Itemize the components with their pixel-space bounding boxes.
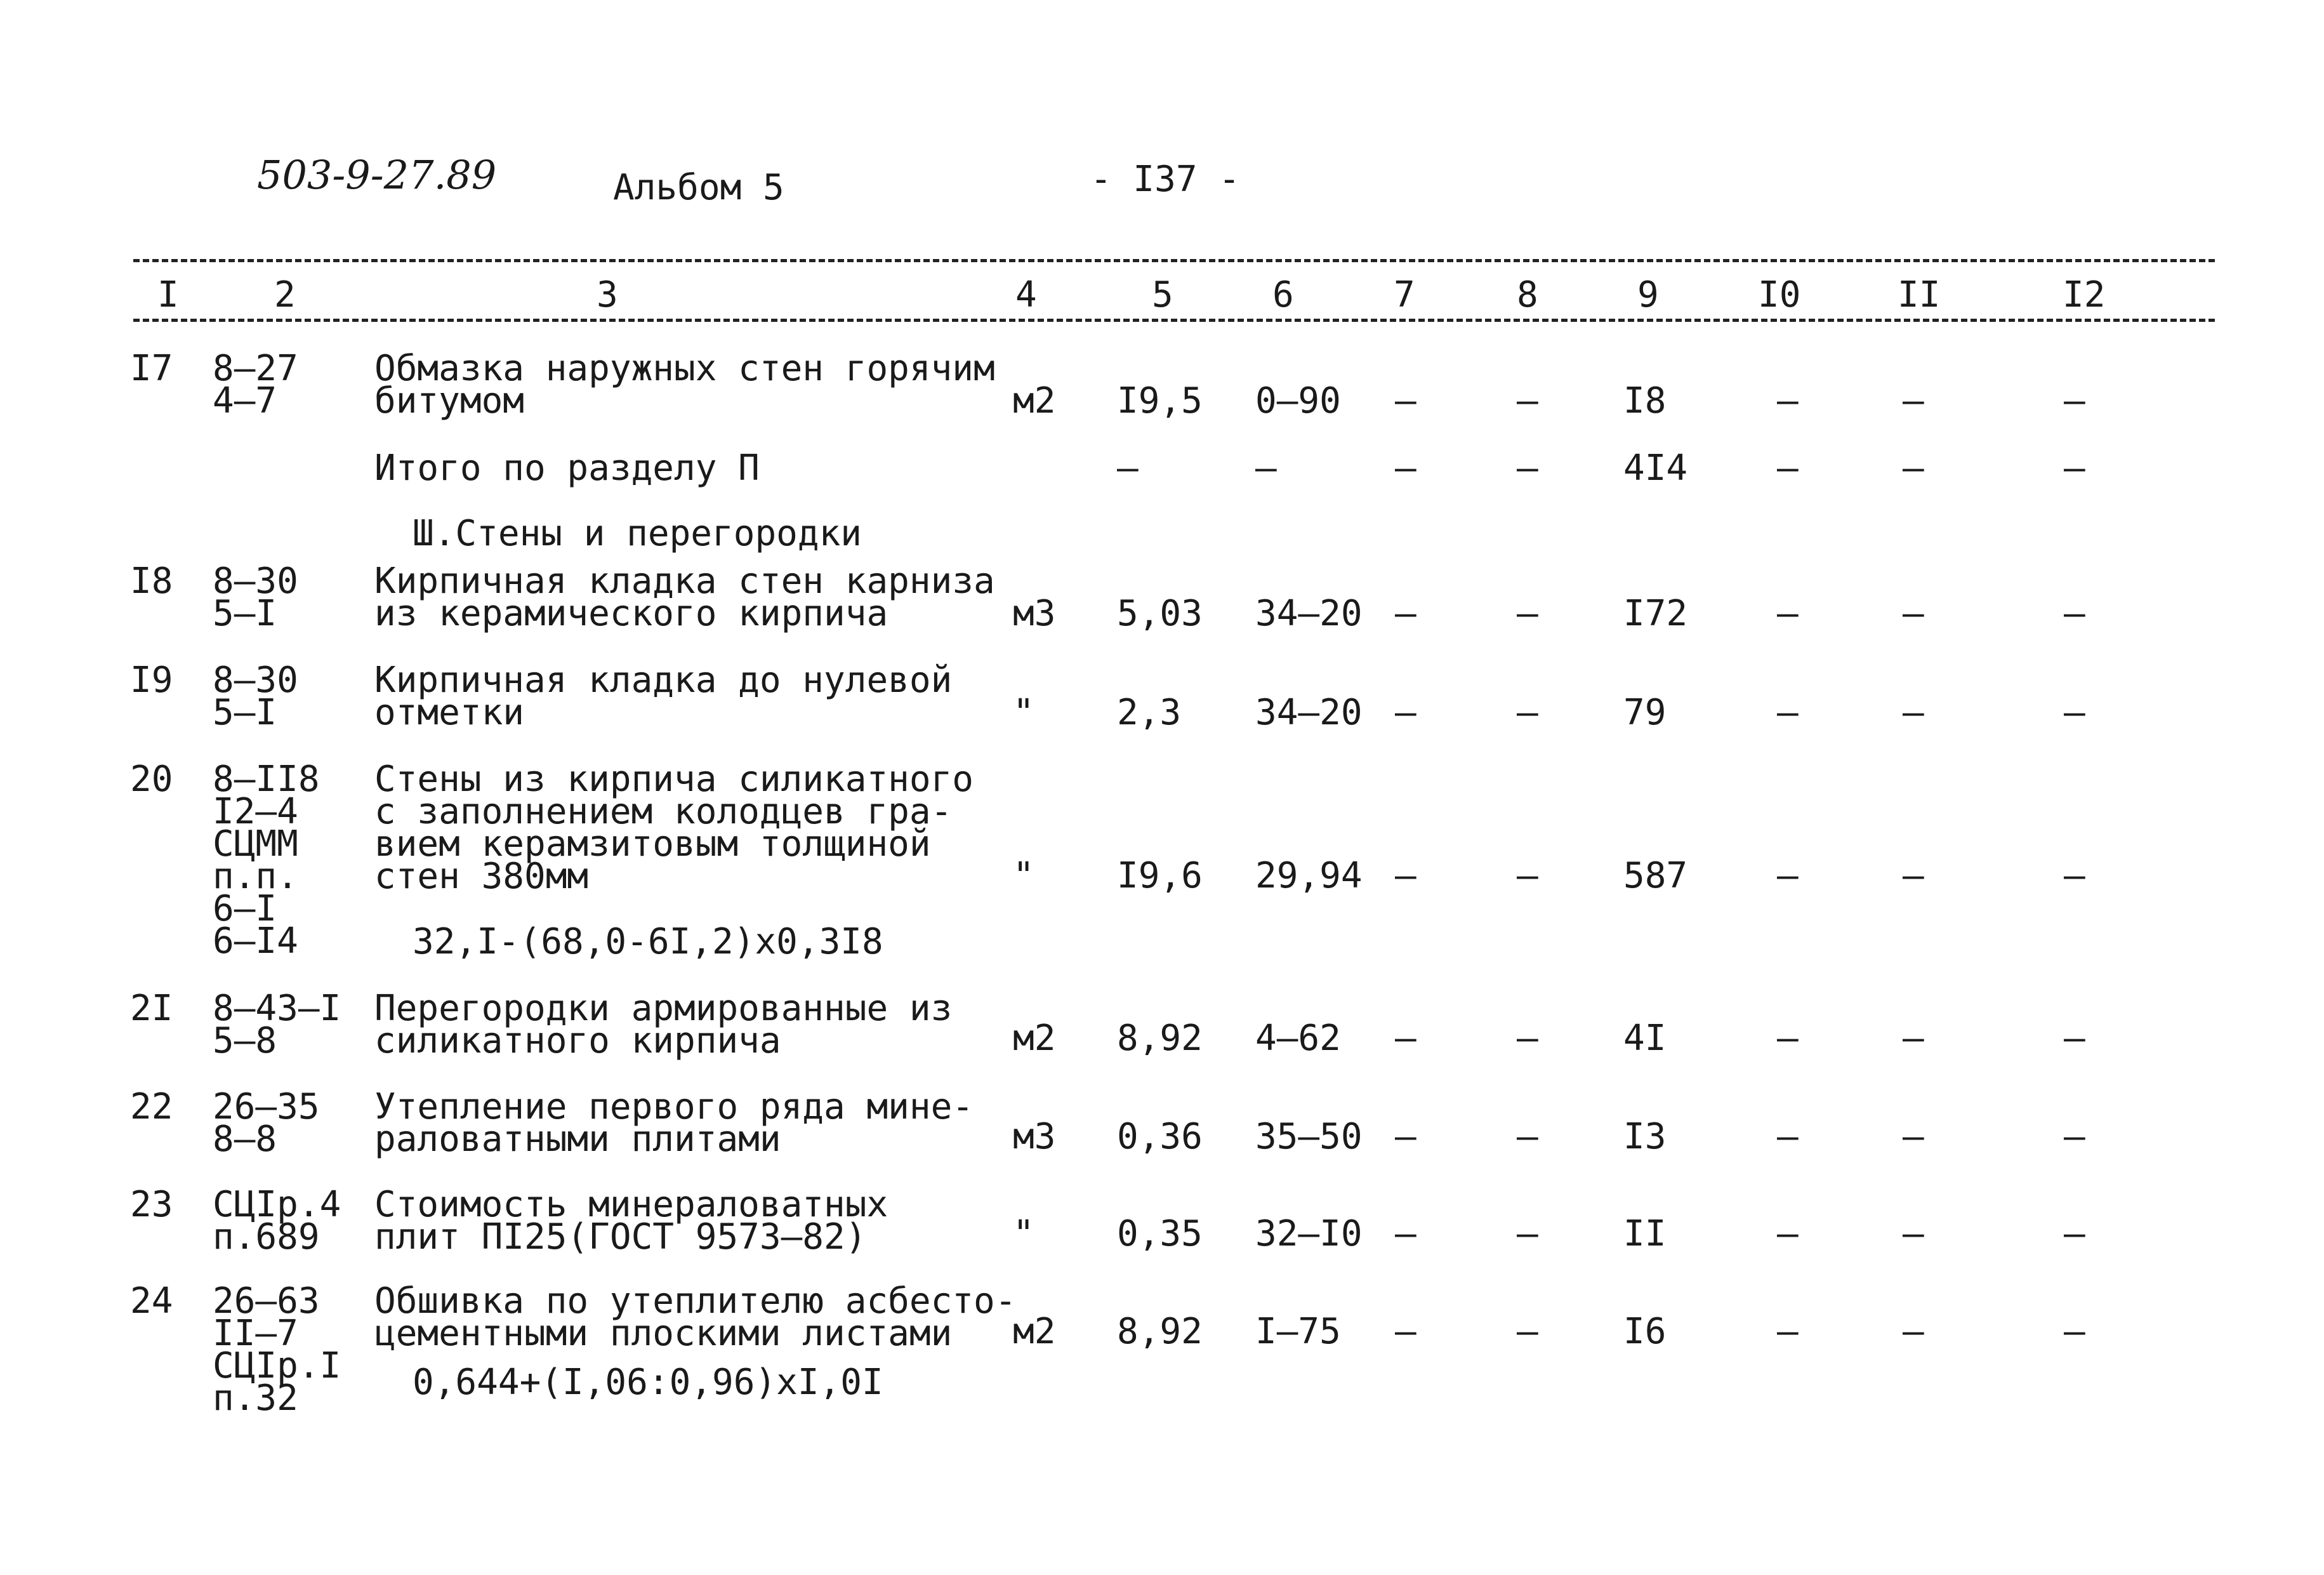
unit-price: – xyxy=(1255,448,1277,489)
total-cost: 4I xyxy=(1623,1018,1667,1059)
col-11-value: – xyxy=(1903,1213,1924,1254)
work-description: Обшивка по утеплителю асбесто- цементными плоскими листами xyxy=(374,1280,1017,1354)
row-number: I8 xyxy=(130,561,173,602)
col-7-value: – xyxy=(1395,1213,1416,1254)
col-10-value: – xyxy=(1777,380,1799,422)
col-11-value: – xyxy=(1903,1311,1924,1352)
total-cost: I3 xyxy=(1623,1116,1667,1157)
work-description: Стены из кирпича силикатного с заполнением колодцев гра- вием керамзитовым толщиной стен 380мм xyxy=(374,759,974,897)
row-number: I7 xyxy=(130,348,173,389)
quantity: 5,03 xyxy=(1117,593,1203,634)
work-description: Кирпичная кладка до нулевой отметки xyxy=(374,660,953,733)
col-7-value: – xyxy=(1395,380,1416,422)
col-11-value: – xyxy=(1903,448,1924,489)
total-cost: I6 xyxy=(1623,1311,1667,1352)
col-8-value: – xyxy=(1517,1018,1538,1059)
col-7-value: – xyxy=(1395,448,1416,489)
col-header-4: 4 xyxy=(1015,274,1037,316)
row-number: 22 xyxy=(130,1086,173,1127)
row-number: 2I xyxy=(130,988,173,1029)
norm-code: 26–35 8–8 xyxy=(213,1086,320,1160)
col-12-value: – xyxy=(2064,1213,2085,1254)
quantity: 8,92 xyxy=(1117,1311,1203,1352)
col-10-value: – xyxy=(1777,593,1799,634)
norm-code: 8–30 5–I xyxy=(213,561,298,634)
col-header-9: 9 xyxy=(1637,274,1659,316)
quantity: 2,3 xyxy=(1117,692,1182,733)
unit-price: 34–20 xyxy=(1255,692,1363,733)
col-12-value: – xyxy=(2064,1018,2085,1059)
norm-code: 8–II8 I2–4 СЦММ п.п. 6–I 6–I4 xyxy=(213,759,320,962)
col-8-value: – xyxy=(1517,448,1538,489)
col-11-value: – xyxy=(1903,1116,1924,1157)
col-header-6: 6 xyxy=(1272,274,1294,316)
work-description: Утепление первого ряда мине- раловатными плитами xyxy=(374,1086,974,1160)
unit: м3 xyxy=(1013,1116,1056,1157)
unit-price: 29,94 xyxy=(1255,855,1363,896)
unit: м2 xyxy=(1013,1018,1056,1059)
document-code: 503-9-27.89 xyxy=(257,152,497,198)
unit: " xyxy=(1013,1213,1034,1254)
unit: " xyxy=(1013,855,1034,896)
unit-price: 32–I0 xyxy=(1255,1213,1363,1254)
row-number: 23 xyxy=(130,1184,173,1225)
col-12-value: – xyxy=(2064,855,2085,896)
page-number: - I37 - xyxy=(1090,159,1241,200)
col-header-12: I2 xyxy=(2063,274,2106,316)
calculation-formula: 32,I-(68,0-6I,2)x0,3I8 xyxy=(413,921,883,962)
col-10-value: – xyxy=(1777,448,1799,489)
col-11-value: – xyxy=(1903,1018,1924,1059)
unit-price: 0–90 xyxy=(1255,380,1341,422)
col-header-8: 8 xyxy=(1517,274,1538,316)
col-header-7: 7 xyxy=(1394,274,1415,316)
unit-price: 4–62 xyxy=(1255,1018,1341,1059)
row-number: 24 xyxy=(130,1280,173,1322)
quantity: – xyxy=(1117,448,1139,489)
col-7-value: – xyxy=(1395,1018,1416,1059)
col-header-11: II xyxy=(1898,274,1941,316)
unit: м3 xyxy=(1013,593,1056,634)
unit-price: I–75 xyxy=(1255,1311,1341,1352)
col-10-value: – xyxy=(1777,1311,1799,1352)
col-header-3: 3 xyxy=(597,274,618,316)
col-8-value: – xyxy=(1517,593,1538,634)
work-description: Кирпичная кладка стен карниза из керамического кирпича xyxy=(374,561,995,634)
work-description: Стоимость минераловатных плит ПI25(ГОСТ 9573–82) xyxy=(374,1184,888,1258)
total-cost: I8 xyxy=(1623,380,1667,422)
col-header-2: 2 xyxy=(274,274,296,316)
total-cost: 4I4 xyxy=(1623,448,1688,489)
unit: " xyxy=(1013,692,1034,733)
quantity: I9,5 xyxy=(1117,380,1203,422)
total-cost: I72 xyxy=(1623,593,1688,634)
col-10-value: – xyxy=(1777,1018,1799,1059)
header-bottom-rule xyxy=(133,319,2215,322)
quantity: 0,35 xyxy=(1117,1213,1203,1254)
col-11-value: – xyxy=(1903,692,1924,733)
calculation-formula: 0,644+(I,06:0,96)xI,0I xyxy=(413,1362,883,1403)
col-12-value: – xyxy=(2064,448,2085,489)
col-11-value: – xyxy=(1903,855,1924,896)
col-7-value: – xyxy=(1395,855,1416,896)
col-8-value: – xyxy=(1517,1213,1538,1254)
col-8-value: – xyxy=(1517,1311,1538,1352)
top-rule xyxy=(133,259,2215,262)
col-7-value: – xyxy=(1395,1116,1416,1157)
col-7-value: – xyxy=(1395,1311,1416,1352)
norm-code: 8–43–I 5–8 xyxy=(213,988,341,1061)
work-description: Обмазка наружных стен горячим битумом xyxy=(374,348,995,422)
col-7-value: – xyxy=(1395,692,1416,733)
col-header-5: 5 xyxy=(1152,274,1173,316)
col-12-value: – xyxy=(2064,692,2085,733)
col-12-value: – xyxy=(2064,1116,2085,1157)
unit-price: 35–50 xyxy=(1255,1116,1363,1157)
unit: м2 xyxy=(1013,380,1056,422)
col-11-value: – xyxy=(1903,593,1924,634)
row-number: I9 xyxy=(130,660,173,701)
col-header-1: I xyxy=(157,274,179,316)
total-cost: II xyxy=(1623,1213,1667,1254)
total-cost: 79 xyxy=(1623,692,1667,733)
quantity: 8,92 xyxy=(1117,1018,1203,1059)
col-8-value: – xyxy=(1517,1116,1538,1157)
col-8-value: – xyxy=(1517,855,1538,896)
col-12-value: – xyxy=(2064,593,2085,634)
quantity: 0,36 xyxy=(1117,1116,1203,1157)
col-10-value: – xyxy=(1777,1213,1799,1254)
norm-code: 26–63 II–7 СЦIр.I п.32 xyxy=(213,1280,341,1419)
unit-price: 34–20 xyxy=(1255,593,1363,634)
col-12-value: – xyxy=(2064,380,2085,422)
col-11-value: – xyxy=(1903,380,1924,422)
section-heading: Ш.Стены и перегородки xyxy=(413,513,862,554)
col-10-value: – xyxy=(1777,855,1799,896)
col-12-value: – xyxy=(2064,1311,2085,1352)
col-10-value: – xyxy=(1777,692,1799,733)
col-7-value: – xyxy=(1395,593,1416,634)
norm-code: 8–27 4–7 xyxy=(213,348,298,422)
work-description: Перегородки армированные из силикатного кирпича xyxy=(374,988,953,1061)
row-number: 20 xyxy=(130,759,173,800)
norm-code: 8–30 5–I xyxy=(213,660,298,733)
norm-code: СЦIр.4 п.689 xyxy=(213,1184,341,1258)
col-10-value: – xyxy=(1777,1116,1799,1157)
album-label: Альбом 5 xyxy=(613,167,784,208)
total-cost: 587 xyxy=(1623,855,1688,896)
unit: м2 xyxy=(1013,1311,1056,1352)
subtotal-label: Итого по разделу П xyxy=(374,448,760,489)
col-8-value: – xyxy=(1517,380,1538,422)
col-header-10: I0 xyxy=(1758,274,1801,316)
col-8-value: – xyxy=(1517,692,1538,733)
quantity: I9,6 xyxy=(1117,855,1203,896)
